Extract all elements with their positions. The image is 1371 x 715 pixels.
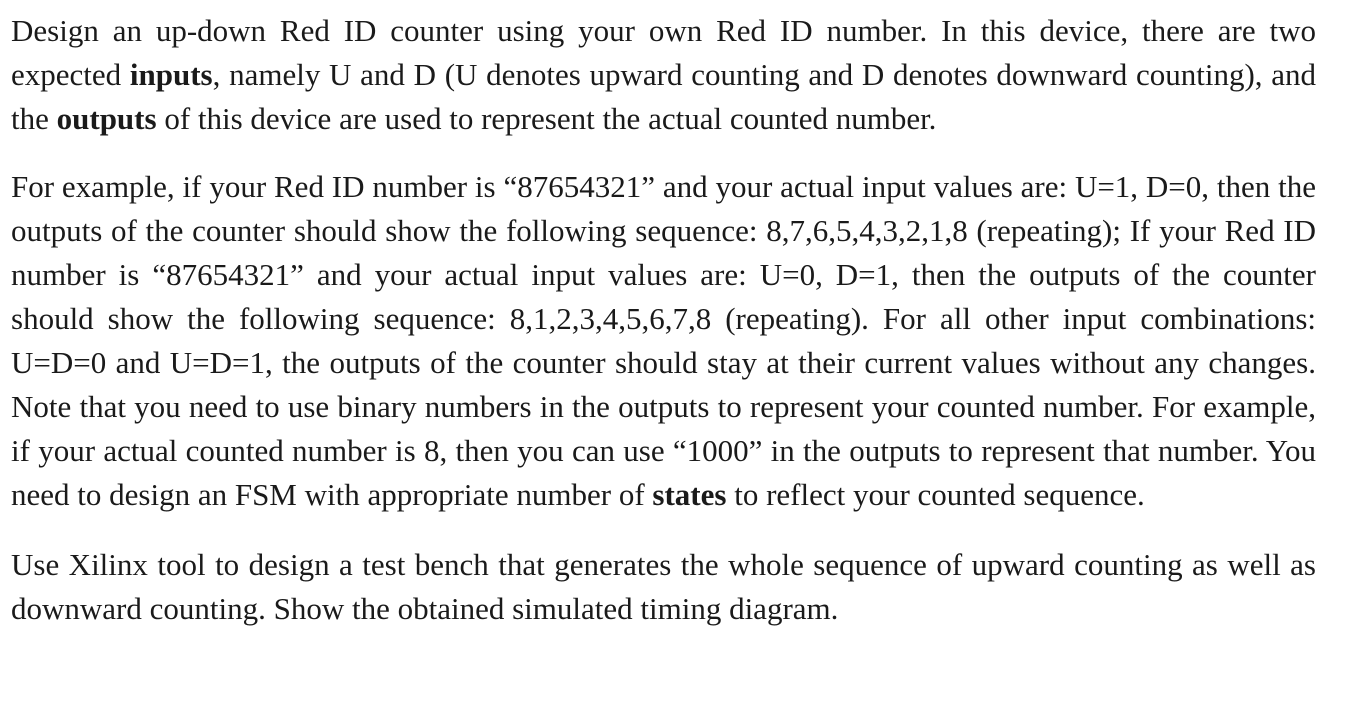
paragraph-test-bench xyxy=(11,543,1316,631)
document-body xyxy=(11,9,1316,631)
paragraph-2-text-b: to reflect your counted sequence. xyxy=(726,477,1145,512)
states-term: states xyxy=(652,477,727,512)
inputs-term: inputs xyxy=(129,57,213,92)
outputs-term: outputs xyxy=(56,101,157,136)
paragraph-3-text: Use Xilinx tool to design a test bench that generates the whole sequence of upward counting as well as downward counting. Show the obtained simulated timing diagram. xyxy=(11,547,1316,626)
paragraph-1-text-a: Design an up-down Red ID counter using your own Red ID number. In this device, there are two expected xyxy=(11,13,1316,92)
paragraph-example xyxy=(11,165,1316,517)
paragraph-design-description xyxy=(11,9,1316,141)
paragraph-1-text-b: , namely U and D (U denotes upward counting and D denotes downward counting), and the xyxy=(11,57,1317,136)
paragraph-2-text-a: For example, if your Red ID number is “87654321” and your actual input values are: U=1, D=0, then the outputs of the counter should show the following sequence: 8,7,6,5,4,3,2,1,8 (repeating); If your Red ID number is “87654321” and your actual input values are: U=0, D=1, then the outputs of the counter should show the following sequence: 8,1,2,3,4,5,6,7,8 (repeating). For all other input combinations: U=D=0 and U=D=1, the outputs of the counter should stay at their current values without any changes. Note that you need to use binary numbers in the outputs to represent your counted number. For example, if your actual counted number is 8, then you can use “1000” in the outputs to represent that number. You need to design an FSM with appropriate number of xyxy=(11,169,1316,512)
paragraph-1-text-c: of this device are used to represent the actual counted number. xyxy=(156,101,937,136)
